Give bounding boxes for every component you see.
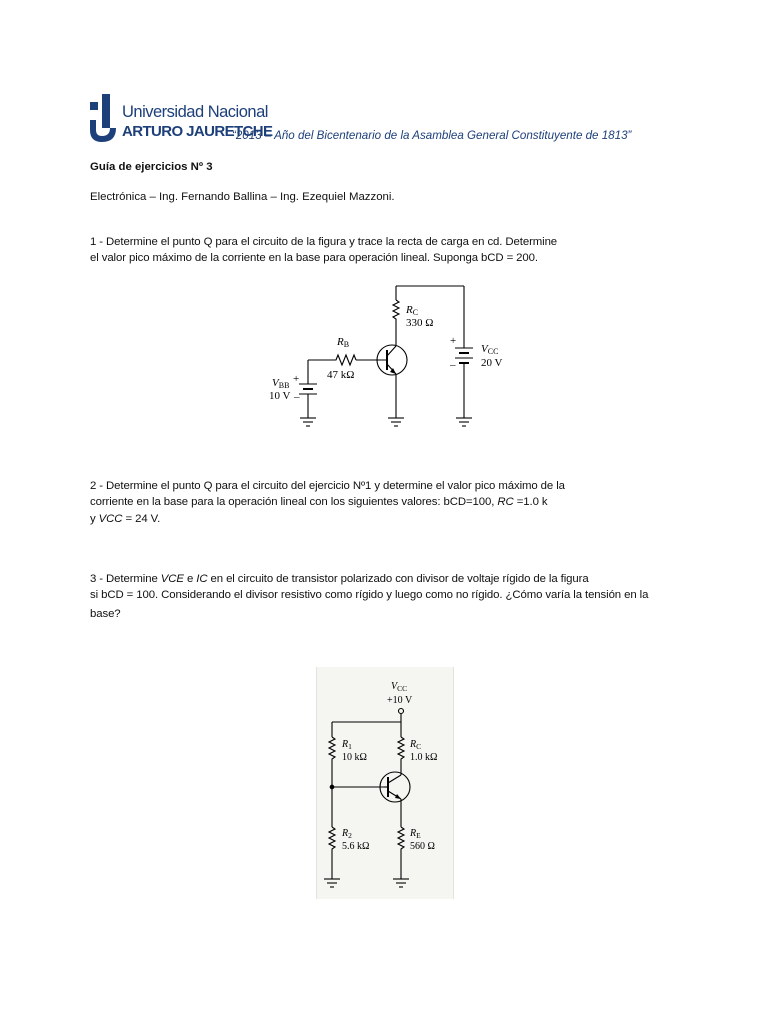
fig2-r1-value: 10 kΩ — [342, 752, 367, 763]
logo-line-1: Universidad Nacional — [122, 103, 268, 121]
exercise-1-line-1: 1 - Determine el punto Q para el circuito de la figura y trace la recta de carga en cd. Determine — [90, 236, 558, 248]
exercise-3-line-1: 3 - Determine VCE e IC en el circuito de transistor polarizado con divisor de voltaje rígido de la figura — [90, 573, 589, 585]
document-title: Guía de ejercicios Nº 3 — [90, 161, 213, 173]
exercise-2-line-3: y VCC = 24 V. — [90, 513, 161, 525]
exercise-1-line-2: el valor pico máximo de la corriente en la base para operación lineal. Suponga bCD = 200. — [90, 252, 538, 264]
logo-line-2: ARTURO JAURETCHE — [122, 123, 273, 140]
fig2-r2-label: $R_2$ — [342, 828, 352, 840]
header-motto: “2013 – Año del Bicentenario de la Asamblea General Constituyente de 1813” — [232, 129, 632, 142]
exercise-3-line-2: si bCD = 100. Considerando el divisor resistivo como rígido y luego como no rígido. ¿Cómo varía la tensión en la — [90, 589, 649, 601]
exercise-2-line-1: 2 - Determine el punto Q para el circuito del ejercicio Nº1 y determine el valor pico máximo de la — [90, 480, 565, 492]
fig2-r2-value: 5.6 kΩ — [342, 841, 370, 852]
university-logo-icon — [90, 94, 116, 142]
fig1-vcc-value: 20 V — [481, 357, 503, 369]
fig1-vcc-plus: + — [450, 335, 457, 347]
fig1-rc-label: RC — [406, 304, 419, 317]
fig1-vbb-value: 10 V — [269, 390, 291, 402]
circuit-figure-1 — [255, 280, 505, 440]
exercise-3-line-3: base? — [90, 608, 121, 620]
fig2-vcc-label: $V_{CC}$ — [391, 681, 408, 693]
exercise-2-line-2: corriente en la base para la operación lineal con los siguientes valores: bCD=100, RC =1.0 k — [90, 496, 548, 508]
fig2-re-label: $R_E$ — [410, 828, 421, 840]
fig1-rc-value: 330 Ω — [406, 317, 434, 329]
fig1-vbb-minus: – — [294, 391, 300, 403]
fig2-rc-value: 1.0 kΩ — [410, 752, 438, 763]
fig1-vbb-plus: + — [293, 373, 300, 385]
fig1-rb-label: RB — [337, 336, 350, 349]
fig1-rb-value: 47 kΩ — [327, 369, 355, 381]
document-authors: Electrónica – Ing. Fernando Ballina – Ing. Ezequiel Mazzoni. — [90, 191, 395, 203]
fig2-vcc-value: +10 V — [387, 695, 413, 706]
fig1-vcc-minus: – — [450, 359, 456, 371]
fig2-re-value: 560 Ω — [410, 841, 435, 852]
circuit-figure-2 — [316, 667, 452, 899]
fig2-rc-label: $R_C$ — [410, 739, 422, 751]
fig1-vbb-label: VBB — [272, 377, 290, 390]
fig2-r1-label: $R_1$ — [342, 739, 352, 751]
fig1-vcc-label: VCC — [481, 343, 499, 356]
